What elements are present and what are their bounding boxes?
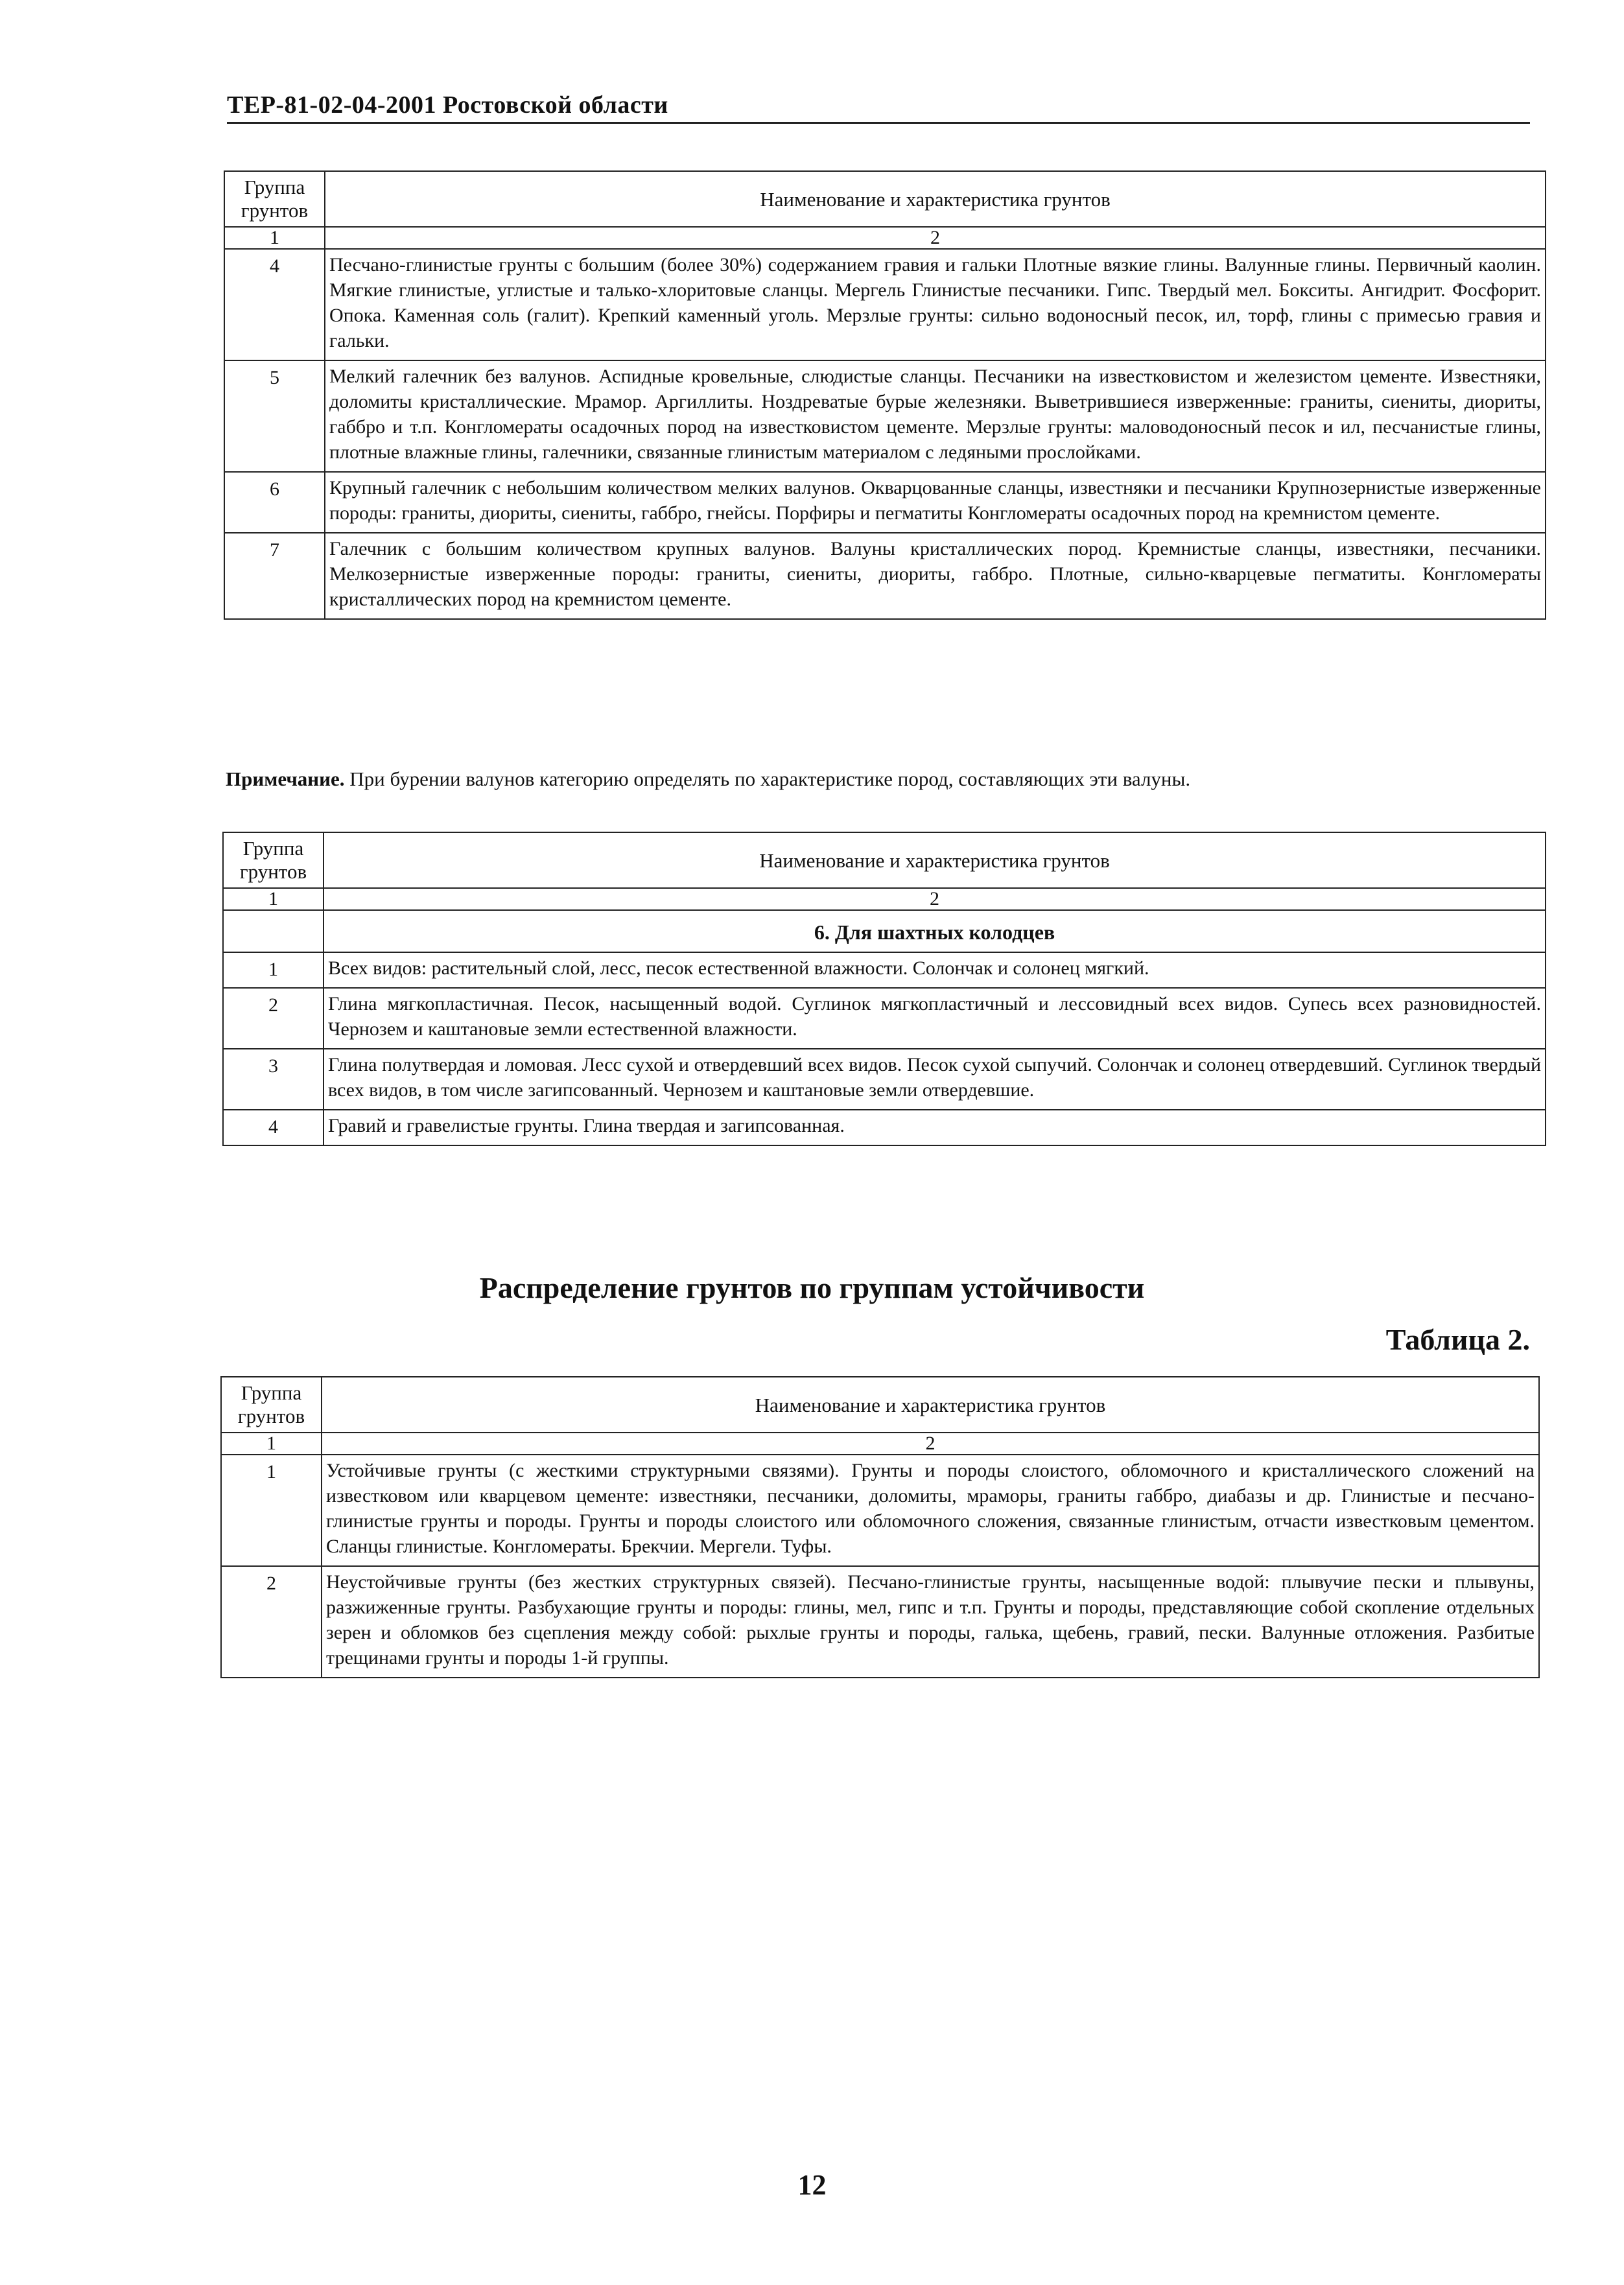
group-number: 1 [223, 952, 324, 988]
table-row [224, 360, 1546, 472]
column-header-name: Наименование и характеристика грунтов [324, 832, 1546, 888]
table-row [221, 1455, 1539, 1566]
subheading-row [223, 910, 1546, 952]
group-number: 7 [224, 533, 325, 619]
group-number: 6 [224, 472, 325, 533]
table-row [224, 472, 1546, 533]
table-row [223, 988, 1546, 1049]
table-row [224, 249, 1546, 360]
soil-description: Гравий и гравелистые грунты. Глина твердая и загипсованная. [324, 1110, 1546, 1145]
table-label: Таблица 2. [1385, 1323, 1530, 1356]
column-header-name: Наименование и характеристика грунтов [325, 171, 1546, 227]
group-number: 4 [224, 249, 325, 360]
empty-cell [223, 910, 324, 952]
table-subheading: 6. Для шахтных колодцев [324, 910, 1546, 952]
table-row [223, 1049, 1546, 1110]
column-number-2: 2 [325, 227, 1546, 249]
soil-table-stability [220, 1376, 1540, 1678]
column-number-row [223, 888, 1546, 910]
table-header-row [224, 171, 1546, 227]
group-number: 5 [224, 360, 325, 472]
group-number: 2 [223, 988, 324, 1049]
column-number-1: 1 [223, 888, 324, 910]
soil-description: Неустойчивые грунты (без жестких структурных связей). Песчано-глинистые грунты, насыщенные водой: плывучие пески и плывуны, разжиженные грунты. Разбухающие грунты и породы: глины, мел, гипс и т.п. Грунты и породы, представляющие собой скопление отдельных зерен и обломков без сцепления между собой: рыхлые грунты и породы, галька, щебень, гравий, пески. Валунные отложения. Разбитые трещинами грунты и породы 1-й группы. [322, 1566, 1539, 1678]
soil-description: Мелкий галечник без валунов. Аспидные кровельные, слюдистые сланцы. Песчаники на известковистом и железистом цементе. Известняки, доломиты кристаллические. Мрамор. Аргиллиты. Ноздреватые бурые железняки. Выветрившиеся изверженные: граниты, сиениты, диориты, габбро и т.п. Конгломераты осадочных пород на известковистом цементе. Мерзлые грунты: маловодоносный песок и ил, песчанистые глины, плотные влажные глины, галечники, связанные глинистым материалом с ледяными прослойками. [325, 360, 1546, 472]
table-header-row [221, 1377, 1539, 1433]
soil-description: Глина полутвердая и ломовая. Лесс сухой и отвердевший всех видов. Песок сухой сыпучий. Солончак и солонец отвердевший. Суглинок твердый всех видов, в том числе загипсованный. Чернозем и каштановые земли отвердевшие. [324, 1049, 1546, 1110]
table-header-row [223, 832, 1546, 888]
column-header-group: Группа грунтов [224, 171, 325, 227]
document-header: ТЕР-81-02-04-2001 Ростовской области [227, 91, 1530, 124]
group-number: 1 [221, 1455, 322, 1566]
column-header-name: Наименование и характеристика грунтов [322, 1377, 1539, 1433]
column-number-2: 2 [322, 1433, 1539, 1455]
soil-description: Крупный галечник с небольшим количеством мелких валунов. Окварцованные сланцы, известняки и песчаники Крупнозернистые изверженные породы: граниты, диориты, сиениты, габбро, гнейсы. Порфиры и пегматиты Конгломераты осадочных пород на кремнистом цементе. [325, 472, 1546, 533]
column-number-2: 2 [324, 888, 1546, 910]
column-number-1: 1 [221, 1433, 322, 1455]
soil-description: Всех видов: растительный слой, лесс, песок естественной влажности. Солончак и солонец мягкий. [324, 952, 1546, 988]
group-number: 2 [221, 1566, 322, 1678]
group-number: 4 [223, 1110, 324, 1145]
page-number: 12 [797, 2169, 827, 2201]
soil-description: Глина мягкопластичная. Песок, насыщенный водой. Суглинок мягкопластичный и лессовидный всех видов. Супесь всех разновидностей. Чернозем и каштановые земли естественной влажности. [324, 988, 1546, 1049]
column-number-row [224, 227, 1546, 249]
table-row [223, 1110, 1546, 1145]
soil-description: Песчано-глинистые грунты с большим (более 30%) содержанием гравия и гальки Плотные вязкие глины. Валунные глины. Первичный каолин. Мягкие глинистые, углистые и талько-хлоритовые сланцы. Мергель Глинистые песчаники. Гипс. Твердый мел. Бокситы. Ангидрит. Фосфорит. Опока. Каменная соль (галит). Крепкий каменный уголь. Мерзлые грунты: сильно водоносный песок, ил, торф, глины с примесью гравия и гальки. [325, 249, 1546, 360]
soil-table-drilling [224, 170, 1546, 620]
table-row [223, 952, 1546, 988]
section-title: Распределение грунтов по группам устойчивости [479, 1271, 1145, 1304]
column-header-group: Группа грунтов [223, 832, 324, 888]
soil-table-shaft-wells [222, 832, 1546, 1146]
note-label: Примечание. [226, 768, 345, 790]
column-number-1: 1 [224, 227, 325, 249]
column-header-group: Группа грунтов [221, 1377, 322, 1433]
group-number: 3 [223, 1049, 324, 1110]
table-row [221, 1566, 1539, 1678]
soil-description: Устойчивые грунты (с жесткими структурными связями). Грунты и породы слоистого, обломочного и кристаллического сложений на известковом или кварцевом цементе: известняки, песчаники, доломиты, мраморы, граниты габбро, диабазы и др. Глинистые и песчано-глинистые грунты и породы. Грунты и породы слоистого или обломочного сложения, связанные глинистым, отчасти известковым цементом. Сланцы глинистые. Конгломераты. Брекчии. Мергели. Туфы. [322, 1455, 1539, 1566]
soil-description: Галечник с большим количеством крупных валунов. Валуны кристаллических пород. Кремнистые сланцы, известняки, песчаники. Мелкозернистые изверженные породы: граниты, сиениты, диориты, габбро. Плотные, сильно-кварцевые пегматиты. Конгломераты кристаллических пород на кремнистом цементе. [325, 533, 1546, 619]
note-text: При бурении валунов категорию определять по характеристике пород, составляющих эти валуны. [344, 768, 1191, 790]
column-number-row [221, 1433, 1539, 1455]
table-note [226, 768, 1548, 791]
table-row [224, 533, 1546, 619]
